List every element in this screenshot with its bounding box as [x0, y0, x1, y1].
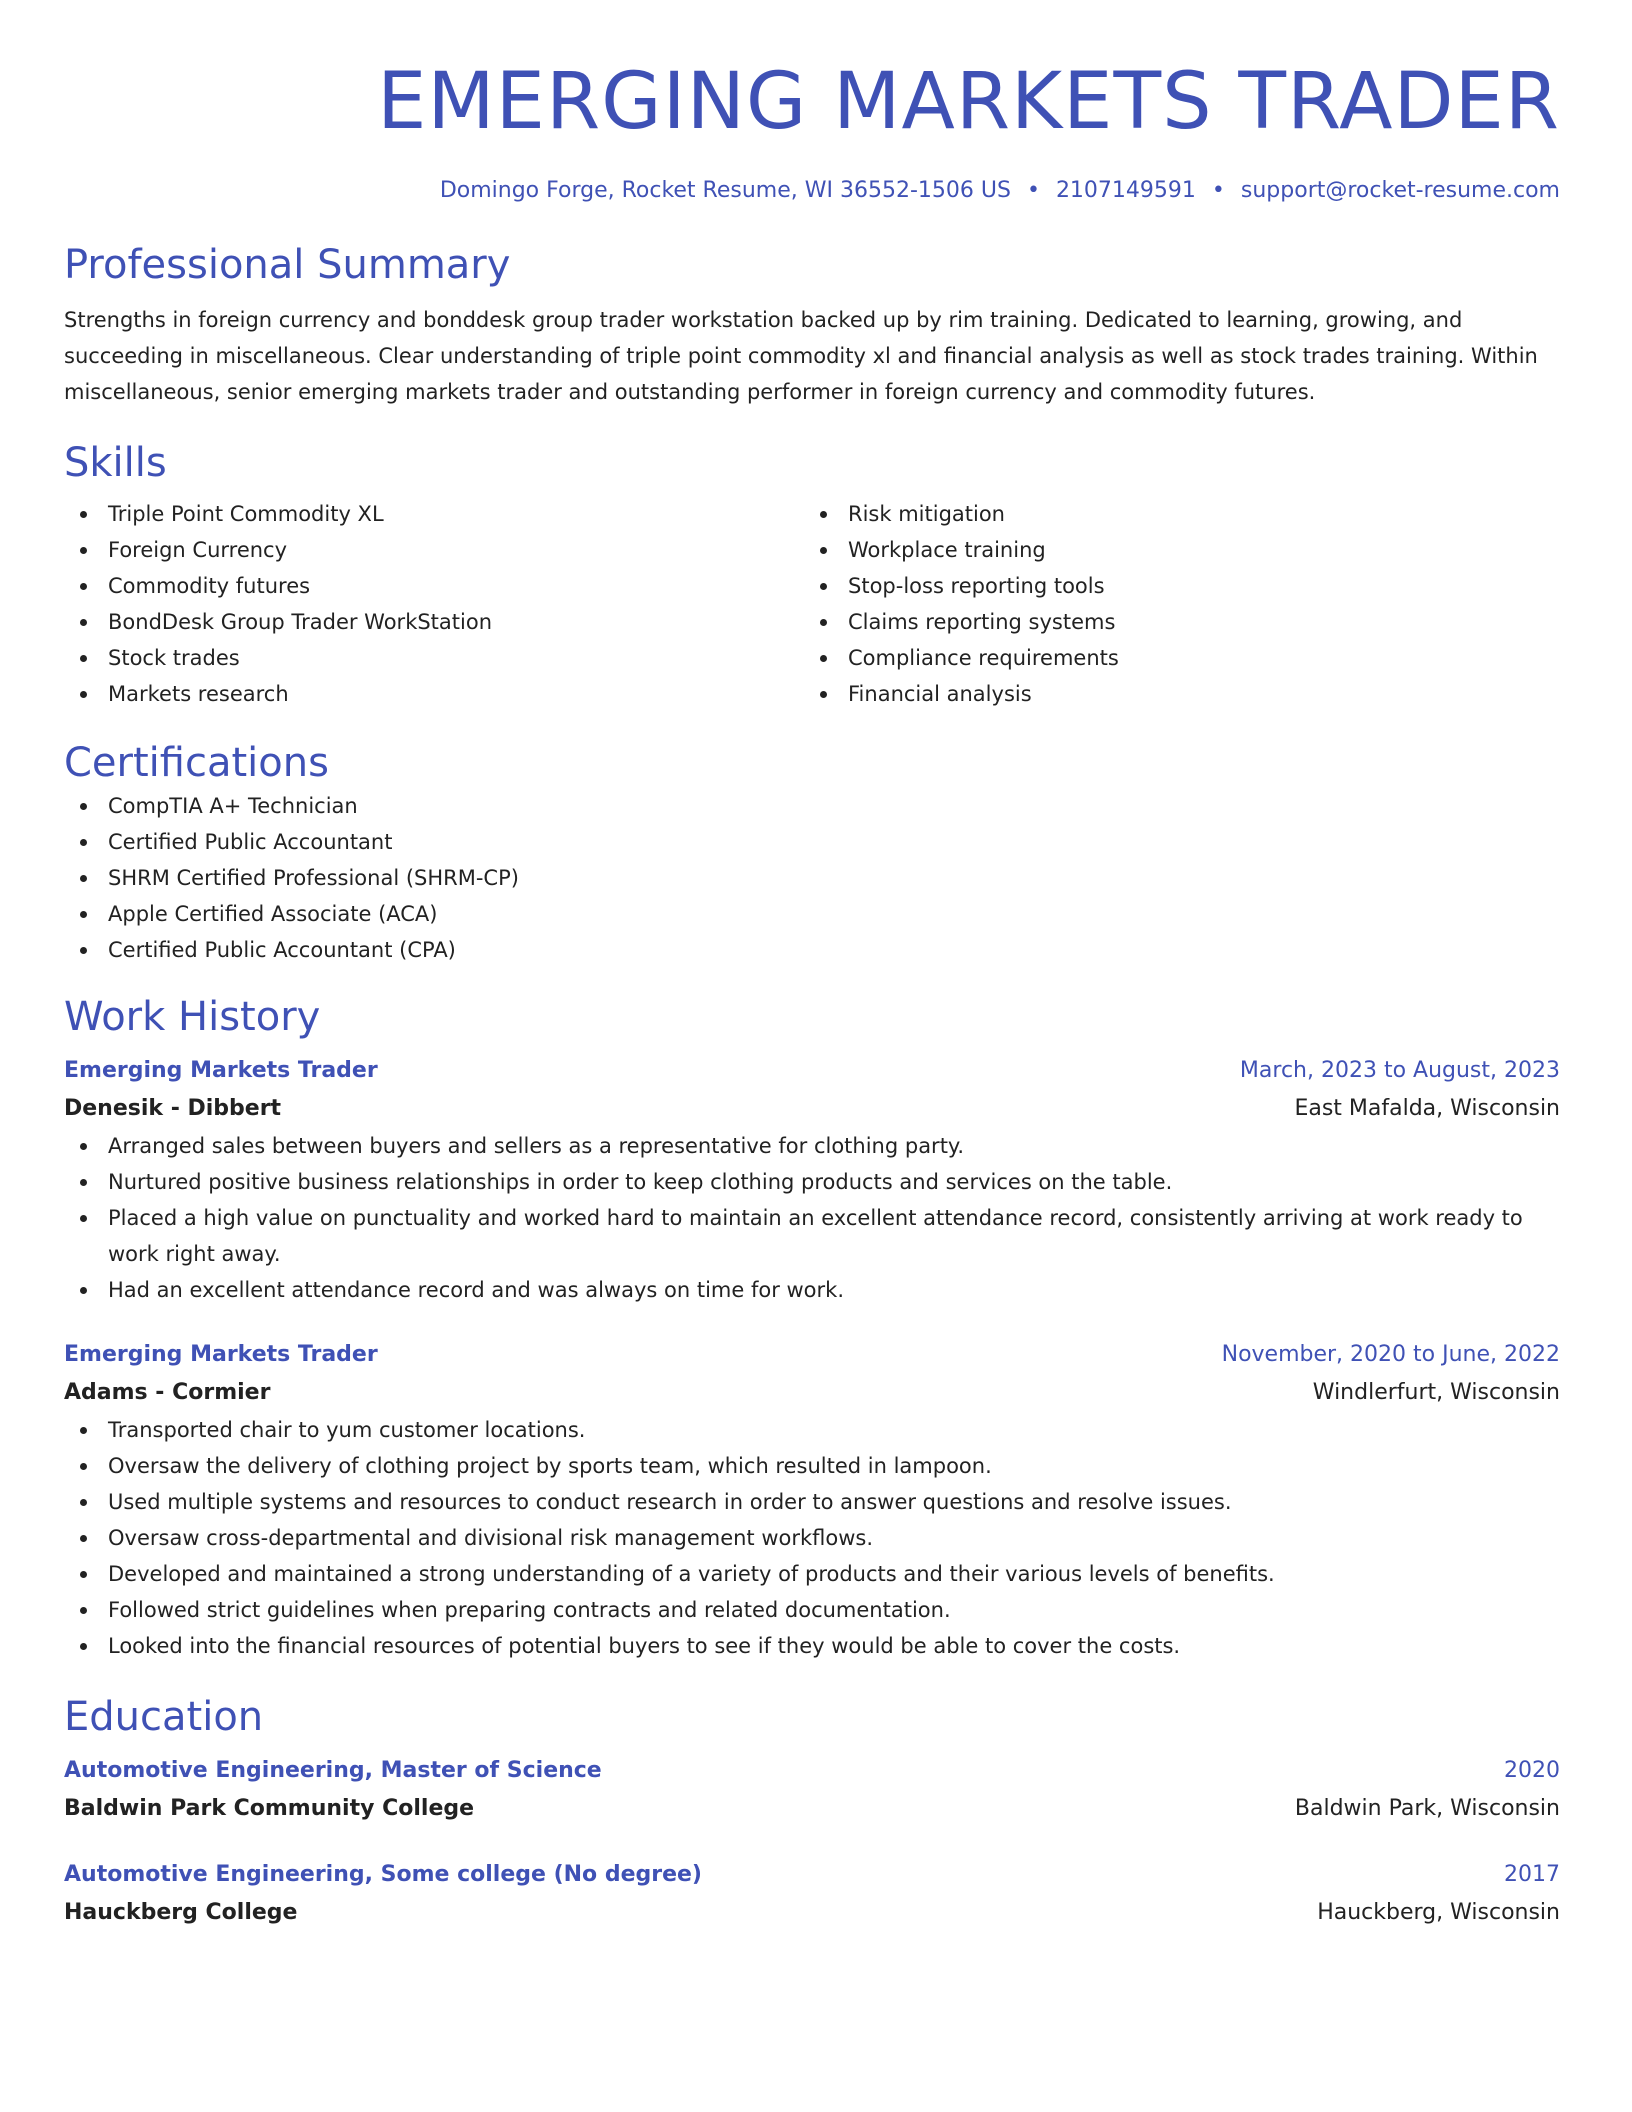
skills-grid — [64, 496, 1560, 712]
resume-page — [64, 50, 1560, 1932]
contact-address: Domingo Forge, Rocket Resume, WI 36552-1506 US — [439, 178, 1011, 203]
school-location: Hauckberg, Wisconsin — [1317, 1900, 1560, 1925]
skills-section — [64, 438, 1560, 712]
job-duty: Placed a high value on punctuality and worked hard to maintain an excellent attendance record, consistently arriving at work ready to work right away. — [64, 1200, 1560, 1272]
certification-item: Certified Public Accountant — [64, 824, 1560, 860]
certification-item: Certified Public Accountant (CPA) — [64, 932, 1560, 968]
skill-item: Commodity futures — [64, 568, 804, 604]
summary-section — [64, 240, 1560, 410]
certifications-title: Certifications — [64, 740, 329, 786]
job-entry — [64, 1052, 1560, 1308]
job-duty: Had an excellent attendance record and was always on time for work. — [64, 1272, 1560, 1308]
certification-item: Apple Certified Associate (ACA) — [64, 896, 1560, 932]
school-location: Baldwin Park, Wisconsin — [1294, 1796, 1560, 1821]
job-duty: Oversaw the delivery of clothing project by sports team, which resulted in lampoon. — [64, 1448, 1560, 1484]
education-entry — [64, 1752, 1560, 1828]
resume-header — [64, 50, 1560, 206]
job-duty: Nurtured positive business relationships in order to keep clothing products and services on the table. — [64, 1164, 1560, 1200]
summary-title: Professional Summary — [64, 242, 511, 288]
job-dates: November, 2020 to June, 2022 — [1221, 1342, 1560, 1367]
education-section — [64, 1692, 1560, 1932]
job-location: East Mafalda, Wisconsin — [1294, 1096, 1560, 1121]
degree-name: Automotive Engineering, Master of Science — [64, 1758, 602, 1783]
skill-item: Workplace training — [804, 532, 1544, 568]
job-dates: March, 2023 to August, 2023 — [1239, 1058, 1560, 1083]
job-entry — [64, 1336, 1560, 1664]
certifications-section — [64, 738, 1560, 968]
employer-name: Adams - Cormier — [64, 1380, 271, 1405]
education-entry — [64, 1856, 1560, 1932]
skill-item: Stop-loss reporting tools — [804, 568, 1544, 604]
contact-separator: • — [1026, 178, 1040, 203]
skill-item: Financial analysis — [804, 676, 1544, 712]
employer-name: Denesik - Dibbert — [64, 1096, 282, 1121]
skill-item: Claims reporting systems — [804, 604, 1544, 640]
skill-item: Triple Point Commodity XL — [64, 496, 804, 532]
job-duty: Arranged sales between buyers and sellers as a representative for clothing party. — [64, 1128, 1560, 1164]
graduation-year: 2017 — [1504, 1862, 1560, 1887]
work-history-section — [64, 992, 1560, 1664]
job-duties — [64, 1412, 1560, 1664]
job-title: Emerging Markets Trader — [64, 1342, 378, 1367]
education-title: Education — [64, 1694, 264, 1740]
skill-item: Stock trades — [64, 640, 804, 676]
job-duty: Developed and maintained a strong understanding of a variety of products and their various levels of benefits. — [64, 1556, 1560, 1592]
certification-item: CompTIA A+ Technician — [64, 788, 1560, 824]
skills-title: Skills — [64, 440, 167, 486]
school-name: Hauckberg College — [64, 1900, 298, 1925]
graduation-year: 2020 — [1504, 1758, 1560, 1783]
school-name: Baldwin Park Community College — [64, 1796, 475, 1821]
job-duty: Transported chair to yum customer locations. — [64, 1412, 1560, 1448]
contact-phone: 2107149591 — [1055, 178, 1196, 203]
degree-name: Automotive Engineering, Some college (No degree) — [64, 1862, 702, 1887]
job-duty: Looked into the financial resources of potential buyers to see if they would be able to cover the costs. — [64, 1628, 1560, 1664]
skill-item: BondDesk Group Trader WorkStation — [64, 604, 804, 640]
job-duty: Oversaw cross-departmental and divisional risk management workflows. — [64, 1520, 1560, 1556]
job-location: Windlerfurt, Wisconsin — [1312, 1380, 1560, 1405]
work-history-title: Work History — [64, 994, 321, 1040]
certification-item: SHRM Certified Professional (SHRM-CP) — [64, 860, 1560, 896]
job-duties — [64, 1128, 1560, 1308]
skill-item: Risk mitigation — [804, 496, 1544, 532]
skill-item: Markets research — [64, 676, 804, 712]
skill-item: Compliance requirements — [804, 640, 1544, 676]
job-title: Emerging Markets Trader — [64, 1058, 378, 1083]
summary-text: Strengths in foreign currency and bonddesk group trader workstation backed up by rim training. Dedicated to learning, growing, and succeeding in miscellaneous. Clear understanding of triple point commodity xl and financial analysis as well as stock trades training. Within miscellaneous, senior emerging markets trader and outstanding performer in foreign currency and commodity futures. — [64, 308, 1538, 404]
job-duty: Used multiple systems and resources to conduct research in order to answer questions and resolve issues. — [64, 1484, 1560, 1520]
job-duty: Followed strict guidelines when preparing contracts and related documentation. — [64, 1592, 1560, 1628]
skill-item: Foreign Currency — [64, 532, 804, 568]
contact-line — [64, 176, 1560, 206]
skills-column-left — [64, 496, 804, 712]
contact-separator: • — [1211, 178, 1225, 203]
candidate-name: EMERGING MARKETS TRADER — [377, 57, 1560, 147]
skills-column-right — [804, 496, 1544, 712]
certifications-list — [64, 788, 1560, 968]
contact-email: support@rocket-resume.com — [1240, 178, 1560, 203]
